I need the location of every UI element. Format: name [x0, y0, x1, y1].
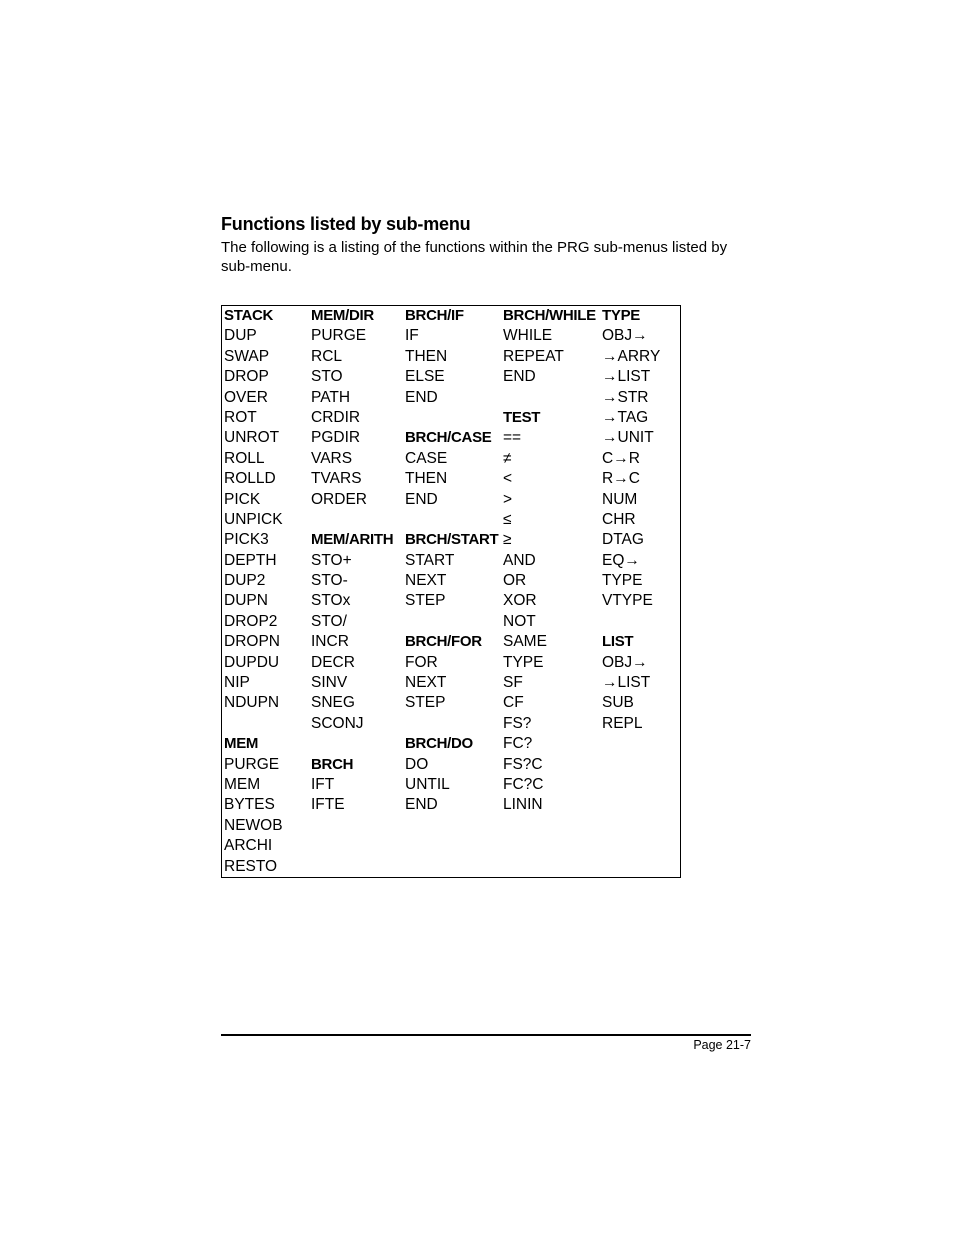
table-column: [602, 306, 660, 734]
function-name: DROPN: [224, 633, 280, 651]
function-name: NDUPN: [224, 694, 280, 712]
function-name: →LIST: [602, 674, 651, 692]
function-name: ROT: [224, 408, 257, 426]
function-name: [405, 510, 498, 530]
function-name: IFTE: [311, 796, 345, 814]
function-table: [221, 305, 681, 878]
function-name: PICK3: [224, 531, 269, 549]
function-name: LININ: [503, 796, 543, 814]
submenu-heading: BRCH/DO: [405, 735, 473, 753]
function-name: DTAG: [602, 531, 644, 549]
function-name: END: [503, 368, 536, 386]
function-name: END: [405, 796, 438, 814]
function-name: SAME: [503, 633, 547, 651]
function-name: UNROT: [224, 429, 280, 447]
function-name: FS?: [503, 714, 532, 732]
function-name: END: [405, 490, 438, 508]
function-name: EQ→: [602, 551, 640, 569]
function-name: CF: [503, 694, 524, 712]
function-name: PICK: [224, 490, 261, 508]
function-name: NOT: [503, 612, 536, 630]
function-name: REPL: [602, 714, 643, 732]
submenu-heading: BRCH/START: [405, 531, 499, 549]
function-name: →LIST: [602, 368, 651, 386]
function-name: TVARS: [311, 470, 362, 488]
function-name: XOR: [503, 592, 537, 610]
function-name: →UNIT: [602, 429, 654, 447]
function-name: PURGE: [224, 755, 280, 773]
function-name: →TAG: [602, 408, 649, 426]
function-name: FOR: [405, 653, 438, 671]
function-name: STEP: [405, 694, 446, 712]
function-name: →ARRY: [602, 347, 661, 365]
function-name: DROP: [224, 368, 269, 386]
function-name: [602, 612, 660, 632]
function-name: FC?C: [503, 775, 544, 793]
function-name: SNEG: [311, 694, 355, 712]
function-name: SINV: [311, 674, 348, 692]
function-name: C→R: [602, 449, 640, 467]
table-column: [405, 306, 498, 816]
function-name: THEN: [405, 347, 448, 365]
function-name: STO: [311, 368, 343, 386]
function-name: SUB: [602, 694, 634, 712]
function-name: PURGE: [311, 327, 367, 345]
function-name: DO: [405, 755, 429, 773]
function-name: DROP2: [224, 612, 278, 630]
function-name: >: [503, 490, 513, 508]
function-name: INCR: [311, 633, 349, 651]
function-name: IF: [405, 327, 419, 345]
function-name: [405, 408, 498, 428]
function-name: STOx: [311, 592, 351, 610]
function-name: CASE: [405, 449, 448, 467]
function-name: VARS: [311, 449, 353, 467]
function-name: ELSE: [405, 368, 445, 386]
function-name: <: [503, 470, 513, 488]
function-name: OBJ→: [602, 653, 648, 671]
table-column: [503, 306, 596, 816]
function-name: NEXT: [405, 572, 447, 590]
function-name: STO/: [311, 612, 347, 630]
submenu-heading: MEM/ARITH: [311, 531, 394, 549]
function-name: [311, 510, 393, 530]
table-column: [311, 306, 393, 816]
submenu-heading: MEM/DIR: [311, 307, 374, 324]
function-name: OBJ→: [602, 327, 648, 345]
function-name: REPEAT: [503, 347, 564, 365]
function-name: DUPN: [224, 592, 268, 610]
table-column: [224, 306, 283, 877]
function-name: RESTO: [224, 857, 278, 875]
submenu-heading: BRCH/FOR: [405, 633, 482, 651]
submenu-heading: BRCH/CASE: [405, 429, 492, 447]
function-name: DECR: [311, 653, 355, 671]
function-name: MEM: [224, 775, 261, 793]
function-name: SWAP: [224, 347, 270, 365]
function-name: AND: [503, 551, 536, 569]
function-name: ≥: [503, 531, 512, 549]
function-name: SF: [503, 674, 523, 692]
function-name: NIP: [224, 674, 250, 692]
function-name: STO+: [311, 551, 352, 569]
function-name: [503, 388, 596, 408]
submenu-heading: TEST: [503, 408, 541, 426]
function-name: R→C: [602, 470, 640, 488]
function-name: THEN: [405, 470, 448, 488]
submenu-heading: LIST: [602, 633, 634, 651]
submenu-heading: BRCH: [311, 755, 354, 773]
function-name: STO-: [311, 572, 348, 590]
function-name: UNPICK: [224, 510, 283, 528]
function-name: ROLL: [224, 449, 265, 467]
function-name: CRDIR: [311, 408, 361, 426]
function-name: START: [405, 551, 455, 569]
submenu-heading: MEM: [224, 735, 259, 753]
function-name: ROLLD: [224, 470, 276, 488]
function-name: DUPDU: [224, 653, 280, 671]
function-name: NEXT: [405, 674, 447, 692]
function-name: OVER: [224, 388, 268, 406]
function-name: DEPTH: [224, 551, 277, 569]
function-name: [311, 734, 393, 754]
submenu-heading: BRCH/WHILE: [503, 307, 596, 324]
function-name: ARCHI: [224, 837, 273, 855]
function-name: ORDER: [311, 490, 367, 508]
footer-rule: [221, 1034, 751, 1036]
submenu-heading: TYPE: [602, 307, 640, 324]
function-name: STEP: [405, 592, 446, 610]
intro-paragraph: The following is a listing of the functions within the PRG sub-menus listed by sub-menu.: [221, 239, 728, 275]
function-name: NUM: [602, 490, 638, 508]
function-name: DUP: [224, 327, 257, 345]
function-name: DUP2: [224, 572, 266, 590]
function-name: [405, 612, 498, 632]
function-name: [405, 714, 498, 734]
function-name: CHR: [602, 510, 636, 528]
section-heading: Functions listed by sub-menu: [221, 214, 471, 234]
submenu-heading: STACK: [224, 307, 274, 324]
function-name: NEWOB: [224, 816, 283, 834]
function-name: PGDIR: [311, 429, 361, 447]
function-name: PATH: [311, 388, 351, 406]
page-number: Page 21-7: [693, 1038, 751, 1052]
function-name: RCL: [311, 347, 343, 365]
function-name: UNTIL: [405, 775, 450, 793]
function-name: FS?C: [503, 755, 543, 773]
function-name: [224, 714, 283, 734]
function-name: TYPE: [602, 572, 643, 590]
function-name: ≤: [503, 510, 512, 528]
function-name: ==: [503, 429, 522, 447]
function-name: ≠: [503, 449, 512, 467]
function-name: TYPE: [503, 653, 544, 671]
submenu-heading: BRCH/IF: [405, 307, 464, 324]
function-name: OR: [503, 572, 527, 590]
function-name: END: [405, 388, 438, 406]
function-name: IFT: [311, 775, 335, 793]
function-name: FC?: [503, 735, 533, 753]
function-name: →STR: [602, 388, 649, 406]
function-name: BYTES: [224, 796, 275, 814]
function-name: WHILE: [503, 327, 553, 345]
function-name: VTYPE: [602, 592, 653, 610]
function-name: SCONJ: [311, 714, 364, 732]
